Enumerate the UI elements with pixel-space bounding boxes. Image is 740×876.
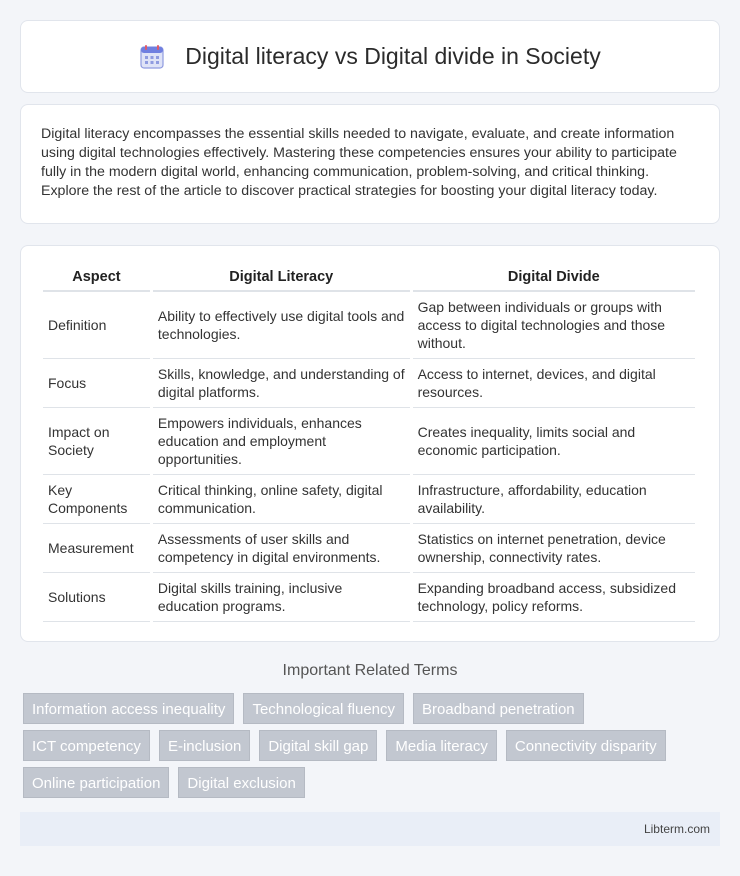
table-cell: Impact on Society bbox=[43, 408, 150, 475]
comparison-table bbox=[40, 264, 698, 622]
related-term-tag[interactable]: Online participation bbox=[23, 767, 169, 798]
calendar-icon bbox=[139, 44, 165, 70]
table-cell: Skills, knowledge, and understanding of digital platforms. bbox=[153, 359, 410, 408]
footer bbox=[20, 812, 720, 846]
table-row bbox=[43, 359, 695, 408]
table-cell: Access to internet, devices, and digital resources. bbox=[413, 359, 695, 408]
comparison-table-card bbox=[20, 245, 720, 642]
table-header-row bbox=[43, 264, 695, 292]
table-row bbox=[43, 573, 695, 622]
table-row bbox=[43, 408, 695, 475]
table-cell: Measurement bbox=[43, 524, 150, 573]
table-row bbox=[43, 475, 695, 524]
related-term-tag[interactable]: Digital skill gap bbox=[259, 730, 377, 761]
table-cell: Gap between individuals or groups with access to digital technologies and those without. bbox=[413, 292, 695, 359]
table-cell: Solutions bbox=[43, 573, 150, 622]
related-term-tag[interactable]: Connectivity disparity bbox=[506, 730, 666, 761]
table-cell: Expanding broadband access, subsidized technology, policy reforms. bbox=[413, 573, 695, 622]
table-cell: Ability to effectively use digital tools and technologies. bbox=[153, 292, 410, 359]
table-cell: Infrastructure, affordability, education availability. bbox=[413, 475, 695, 524]
intro-card bbox=[20, 104, 720, 224]
related-terms-list bbox=[20, 693, 720, 804]
table-cell: Key Components bbox=[43, 475, 150, 524]
table-cell: Definition bbox=[43, 292, 150, 359]
table-cell: Digital skills training, inclusive education programs. bbox=[153, 573, 410, 622]
footer-site-link[interactable]: Libterm.com bbox=[643, 822, 710, 836]
table-cell: Creates inequality, limits social and economic participation. bbox=[413, 408, 695, 475]
related-term-tag[interactable]: Media literacy bbox=[386, 730, 497, 761]
related-term-tag[interactable]: Digital exclusion bbox=[178, 767, 304, 798]
table-row bbox=[43, 524, 695, 573]
related-term-tag[interactable]: ICT competency bbox=[23, 730, 150, 761]
related-terms-title: Important Related Terms bbox=[282, 662, 458, 679]
header-digital-divide: Digital Divide bbox=[413, 264, 695, 292]
table-cell: Critical thinking, online safety, digital communication. bbox=[153, 475, 410, 524]
table-cell: Statistics on internet penetration, device ownership, connectivity rates. bbox=[413, 524, 695, 573]
table-cell: Assessments of user skills and competency in digital environments. bbox=[153, 524, 410, 573]
table-cell: Focus bbox=[43, 359, 150, 408]
related-term-tag[interactable]: E-inclusion bbox=[159, 730, 250, 761]
related-term-tag[interactable]: Technological fluency bbox=[243, 693, 404, 724]
table-cell: Empowers individuals, enhances education and employment opportunities. bbox=[153, 408, 410, 475]
related-term-tag[interactable]: Broadband penetration bbox=[413, 693, 584, 724]
table-row bbox=[43, 292, 695, 359]
header-digital-literacy: Digital Literacy bbox=[153, 264, 410, 292]
related-term-tag[interactable]: Information access inequality bbox=[23, 693, 234, 724]
page-title: Digital literacy vs Digital divide in Society bbox=[185, 43, 601, 69]
header-aspect: Aspect bbox=[43, 264, 150, 292]
header-card bbox=[20, 20, 720, 93]
intro-text: Digital literacy encompasses the essential skills needed to navigate, evaluate, and create information using digital technologies effectively. Mastering these competencies ensures your ability to participate fully in the modern digital world, enhancing communication, problem-solving, and critical thinking. Explore the rest of the article to discover practical strategies for boosting your digital literacy today. bbox=[41, 126, 677, 199]
